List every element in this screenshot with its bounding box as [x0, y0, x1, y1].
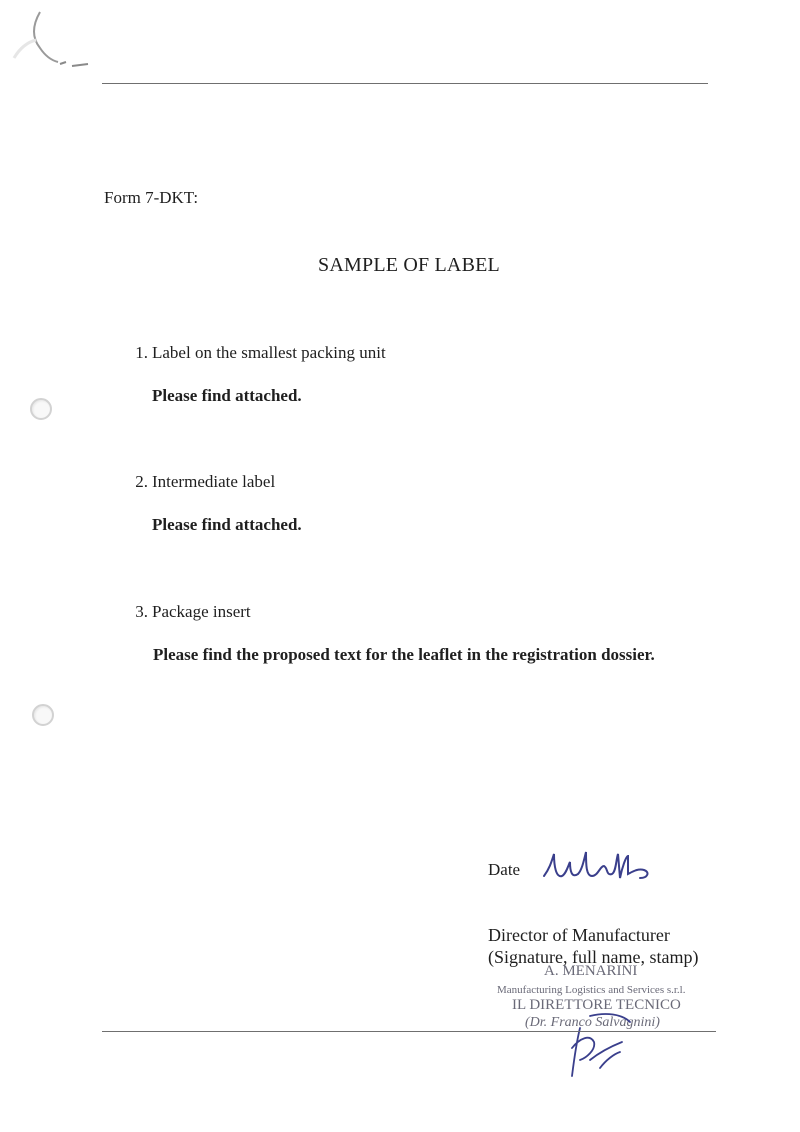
- stamp-line: (Dr. Franco Salvagnini): [525, 1015, 660, 1030]
- footer-rule: [102, 1031, 716, 1032]
- list-item: [128, 472, 528, 494]
- handwritten-date: [540, 846, 660, 890]
- stamp-line: IL DIRETTORE TECNICO: [512, 997, 681, 1013]
- stamp-line: A. MENARINI: [544, 963, 638, 979]
- punch-hole: [30, 398, 52, 420]
- list-item-answer: Please find attached.: [152, 386, 302, 405]
- director-line: (Signature, full name, stamp): [488, 947, 699, 967]
- punch-hole: [32, 704, 54, 726]
- list-item-answer: Please find attached.: [152, 515, 302, 534]
- director-line: Director of Manufacturer: [488, 925, 670, 945]
- director-signature: [560, 1008, 650, 1082]
- list-item-answer: Please find the proposed text for the leaflet in the registration dossier.: [153, 645, 655, 664]
- list-item-number: 3.: [135, 602, 148, 621]
- director-signature-caption: [488, 924, 698, 968]
- list-item-label: Package insert: [152, 602, 251, 621]
- form-code: Form 7-DKT:: [104, 188, 199, 207]
- header-rule: [102, 83, 708, 84]
- list-item-number: 1.: [135, 343, 148, 362]
- date-label: Date: [488, 860, 521, 879]
- corner-scribble: [10, 8, 100, 72]
- list-item-label: Label on the smallest packing unit: [152, 343, 386, 362]
- list-item-label: Intermediate label: [152, 472, 276, 491]
- stamp-line: Manufacturing Logistics and Services s.r.l.: [497, 984, 686, 996]
- list-item: [128, 602, 528, 624]
- list-item: [128, 343, 528, 365]
- page-title: SAMPLE OF LABEL: [318, 254, 500, 276]
- list-item-number: 2.: [135, 472, 148, 491]
